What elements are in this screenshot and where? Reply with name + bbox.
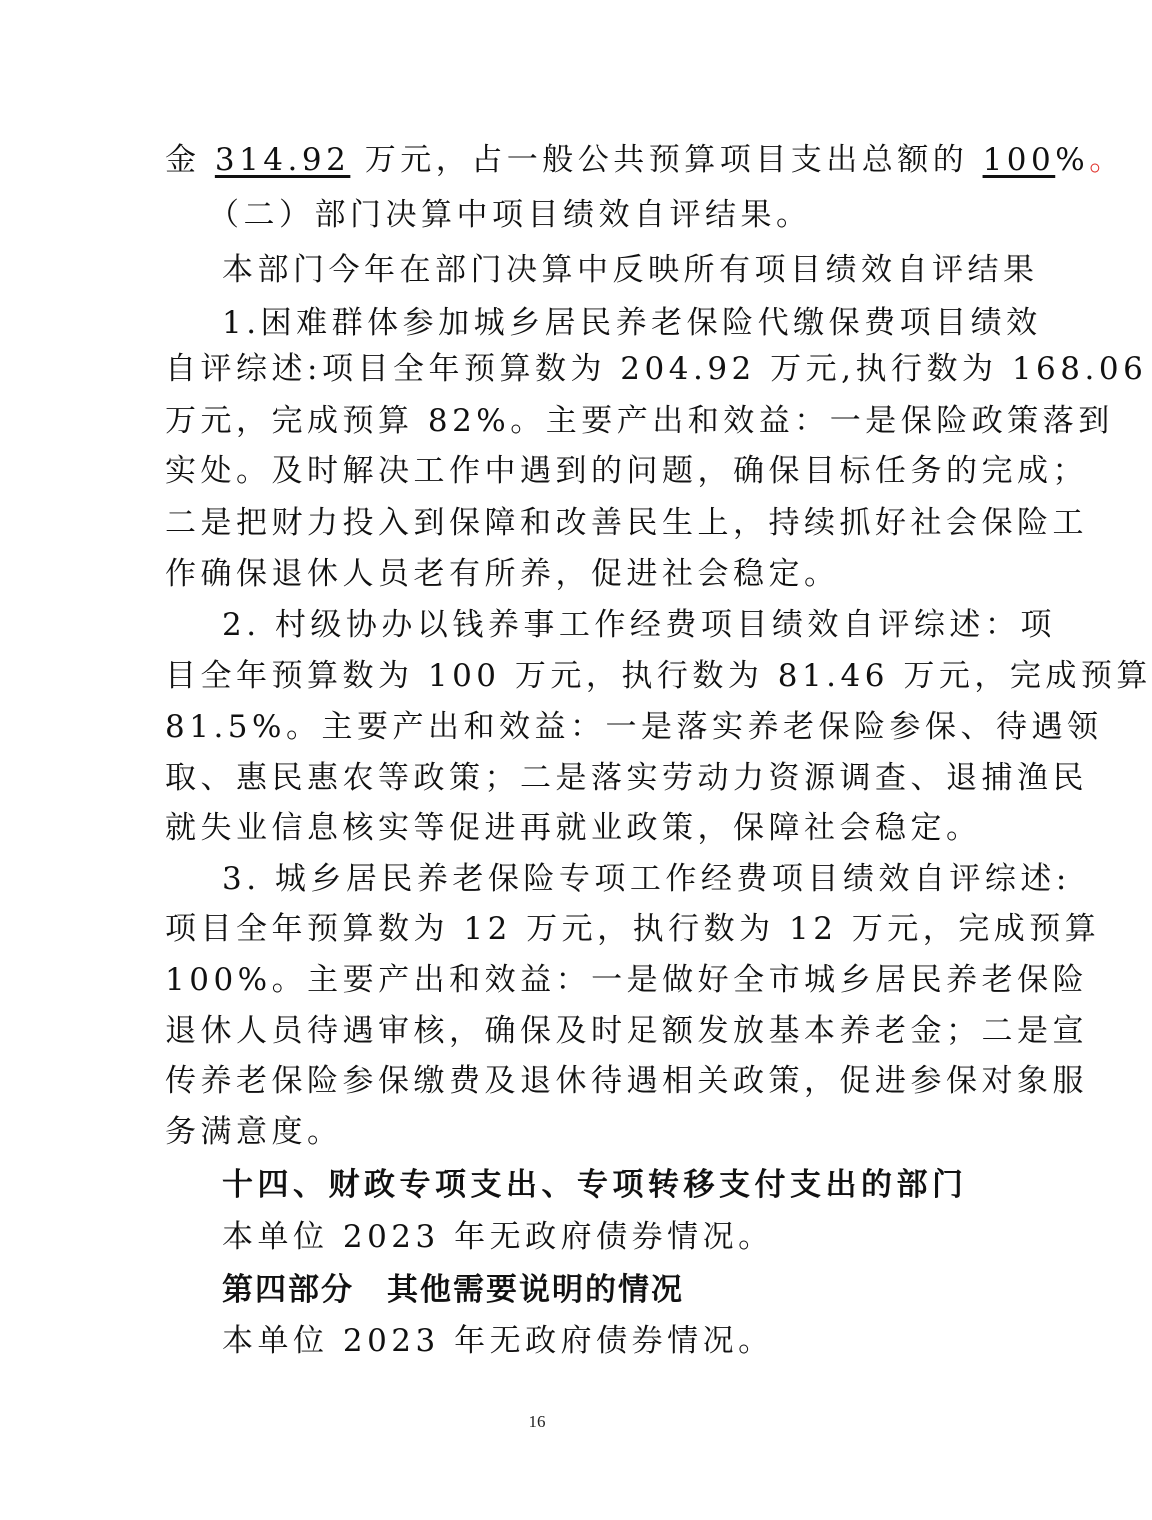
item-2-line: 就失业信息核实等促进再就业政策，保障社会稳定。 — [165, 810, 982, 846]
text-segment: % — [1055, 142, 1090, 178]
paragraph-line: 本单位 2023 年无政府债券情况。 — [222, 1219, 774, 1255]
paragraph-line: 本部门今年在部门决算中反映所有项目绩效自评结果 — [222, 252, 1039, 288]
red-period: 。 — [1089, 142, 1125, 178]
item-3-line: 退休人员待遇审核，确保及时足额发放基本养老金；二是宣 — [165, 1013, 1088, 1049]
item-1-line: 1.困难群体参加城乡居民养老保险代缴保费项目绩效 — [222, 305, 1042, 341]
text-segment: 金 — [165, 142, 215, 178]
underlined-amount: 314.92 — [214, 142, 351, 178]
item-2-line: 目全年预算数为 100 万元，执行数为 81.46 万元，完成预算 — [165, 658, 1152, 694]
subheading-performance-results: （二）部门决算中项目绩效自评结果。 — [208, 197, 812, 233]
item-3-line: 项目全年预算数为 12 万元，执行数为 12 万元，完成预算 — [165, 911, 1101, 947]
underlined-percent: 100 — [982, 142, 1056, 178]
item-2-line: 2. 村级协办以钱养事工作经费项目绩效自评综述：项 — [222, 607, 1056, 643]
paragraph-line: 本单位 2023 年无政府债券情况。 — [222, 1323, 774, 1359]
text-segment: 万元，占一般公共预算项目支出总额的 — [350, 142, 983, 178]
item-3-line: 务满意度。 — [165, 1114, 343, 1150]
item-3-line: 传养老保险参保缴费及退休待遇相关政策，促进参保对象服 — [165, 1063, 1088, 1099]
item-3-line: 100%。主要产出和效益：一是做好全市城乡居民养老保险 — [165, 962, 1089, 998]
item-1-line: 万元，完成预算 82%。主要产出和效益：一是保险政策落到 — [165, 403, 1114, 439]
section-heading-14: 十四、财政专项支出、专项转移支付支出的部门 — [222, 1167, 968, 1203]
item-1-line: 二是把财力投入到保障和改善民生上，持续抓好社会保险工 — [165, 505, 1088, 541]
item-1-line: 自评综述:项目全年预算数为 204.92 万元,执行数为 168.06 — [165, 351, 1148, 387]
page-number: 16 — [528, 1412, 546, 1431]
item-1-line: 实处。及时解决工作中遇到的问题，确保目标任务的完成； — [165, 453, 1088, 489]
item-1-line: 作确保退休人员老有所养，促进社会稳定。 — [165, 556, 840, 592]
paragraph-line-continuation — [165, 142, 1125, 178]
part-four-heading: 第四部分 其他需要说明的情况 — [222, 1272, 684, 1308]
item-2-line: 取、惠民惠农等政策；二是落实劳动力资源调查、退捕渔民 — [165, 760, 1088, 796]
item-3-line: 3. 城乡居民养老保险专项工作经费项目绩效自评综述: — [222, 861, 1071, 897]
item-2-line: 81.5%。主要产出和效益：一是落实养老保险参保、待遇领 — [165, 709, 1103, 745]
